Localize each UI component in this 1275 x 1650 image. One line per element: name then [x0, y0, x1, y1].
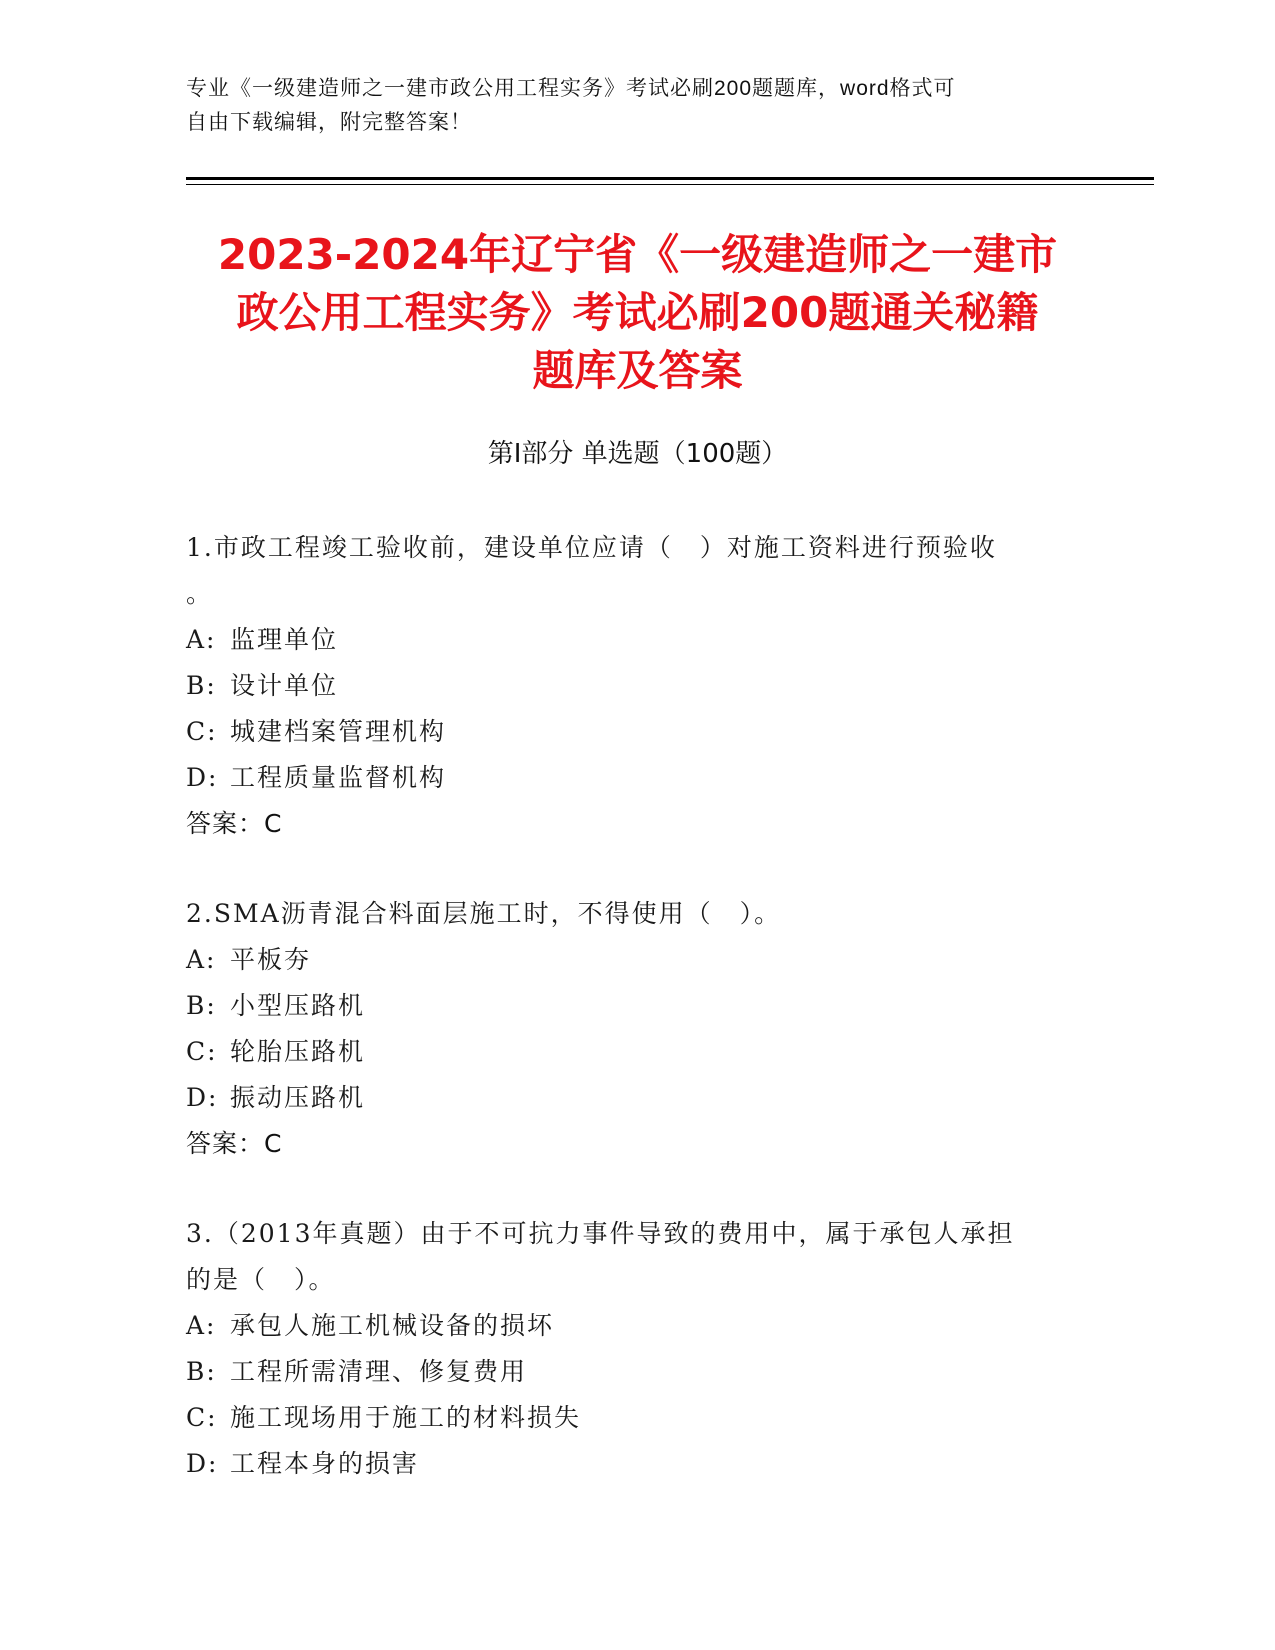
header-note-line-1: 专业《一级建造师之一建市政公用工程实务》考试必刷200题题库，word格式可 — [186, 77, 956, 100]
option-text: 承包人施工机械设备的损坏 — [230, 1311, 555, 1340]
question-1 — [186, 525, 1066, 847]
option-text: 工程质量监督机构 — [230, 763, 447, 792]
question-3 — [186, 1211, 1066, 1487]
option-text: 振动压路机 — [230, 1083, 366, 1112]
header-divider-thin — [186, 184, 1154, 185]
option-text: 轮胎压路机 — [230, 1037, 366, 1066]
document-title-line-1: 2023-2024年辽宁省《一级建造师之一建市 — [217, 230, 1058, 279]
question-stem: 3.（2013年真题）由于不可抗力事件导致的费用中，属于承包人承担 — [186, 1219, 1015, 1248]
option-d — [186, 1441, 1066, 1487]
option-letter: B: — [186, 1357, 217, 1386]
option-b — [186, 983, 1066, 1029]
question-stem: 1.市政工程竣工验收前，建设单位应请（ ）对施工资料进行预验收 — [186, 533, 997, 562]
option-letter: B: — [186, 991, 217, 1020]
option-text: 施工现场用于施工的材料损失 — [230, 1403, 582, 1432]
option-text: 设计单位 — [230, 671, 339, 700]
question-list — [186, 525, 1066, 1531]
option-d — [186, 755, 1066, 801]
option-text: 小型压路机 — [230, 991, 366, 1020]
option-letter: C: — [186, 1037, 218, 1066]
option-letter: A: — [186, 945, 217, 974]
option-c — [186, 709, 1066, 755]
document-title-line-2: 政公用工程实务》考试必刷200题通关秘籍 — [236, 288, 1039, 337]
option-letter: D: — [186, 1449, 219, 1478]
option-letter: C: — [186, 1403, 218, 1432]
option-text: 监理单位 — [230, 625, 339, 654]
option-letter: A: — [186, 625, 217, 654]
section-heading: 第Ⅰ部分 单选题（100题） — [487, 439, 788, 469]
option-a — [186, 617, 1066, 663]
question-stem: 2.SMA沥青混合料面层施工时，不得使用（ ）。 — [186, 899, 782, 928]
option-c — [186, 1029, 1066, 1075]
option-text: 平板夯 — [230, 945, 312, 974]
option-text: 工程所需清理、修复费用 — [230, 1357, 528, 1386]
option-letter: C: — [186, 717, 218, 746]
option-c — [186, 1395, 1066, 1441]
document-title-line-3: 题库及答案 — [532, 346, 743, 395]
option-d — [186, 1075, 1066, 1121]
question-stem-continued: 。 — [186, 579, 214, 608]
option-letter: D: — [186, 763, 219, 792]
answer-line: 答案：C — [186, 1129, 283, 1158]
option-letter: D: — [186, 1083, 219, 1112]
option-a — [186, 937, 1066, 983]
header-note — [186, 72, 1066, 140]
question-2 — [186, 891, 1066, 1167]
header-note-line-2: 自由下载编辑，附完整答案！ — [186, 111, 472, 134]
document-title — [140, 226, 1135, 400]
option-letter: B: — [186, 671, 217, 700]
question-stem-continued: 的是（ ）。 — [186, 1265, 336, 1294]
header-divider-thick — [186, 177, 1154, 180]
option-text: 工程本身的损害 — [230, 1449, 420, 1478]
option-a — [186, 1303, 1066, 1349]
option-letter: A: — [186, 1311, 217, 1340]
answer-line: 答案：C — [186, 809, 283, 838]
option-text: 城建档案管理机构 — [230, 717, 447, 746]
option-b — [186, 1349, 1066, 1395]
option-b — [186, 663, 1066, 709]
